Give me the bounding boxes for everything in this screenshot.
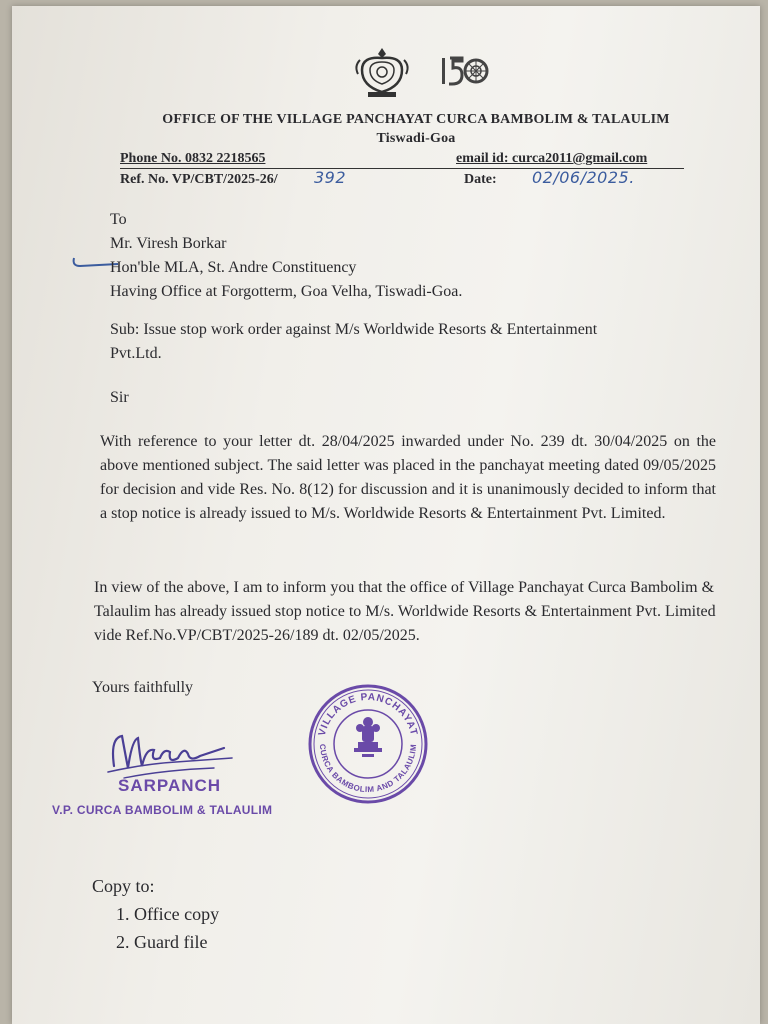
recipient-name: Mr. Viresh Borkar [110,235,227,252]
reference-number-label: Ref. No. VP/CBT/2025-26/ [120,172,278,187]
copy-to-list [92,900,219,956]
office-location: Tiswadi-Goa [376,131,456,146]
phone-number: Phone No. 0832 2218565 [120,151,266,166]
letter-page [12,6,760,1024]
list-item: 1. Office copy [134,900,219,928]
anniversary-150-logo-icon [438,52,494,92]
date-handwritten: 02/06/2025. [532,168,635,187]
date-label: Date: [464,172,497,187]
reference-number-handwritten: 392 [314,168,347,187]
recipient-address: Having Office at Forgotterm, Goa Velha, Tiswadi-Goa. [110,283,463,300]
list-item: 2. Guard file [134,928,219,956]
closing: Yours faithfully [92,679,194,696]
copy-to-section [92,872,219,956]
paragraph-reference: With reference to your letter dt. 28/04/2025 inwarded under No. 239 dt. 30/04/2025 on the above mentioned subject. The said letter was placed in the panchayat meeting dated 09/05/2025 for decision and vide Res. No. 8(12) for discussion and it is unanimously decided to inform that a stop notice is already issued to M/s. Worldwide Resorts & Entertainment Pvt. Limited. [100,433,716,522]
subject-line-2: Pvt.Ltd. [110,345,162,362]
seal-bottom-text: CURCA BAMBOLIM AND TALAULIM [317,743,419,795]
copy-to-label: Copy to: [92,876,155,896]
recipient-designation: Hon'ble MLA, St. Andre Constituency [110,259,357,276]
panchayat-round-seal-icon [306,682,430,806]
recipient-to: To [110,211,127,228]
office-title: OFFICE OF THE VILLAGE PANCHAYAT CURCA BAMBOLIM & TALAULIM [162,112,670,127]
email-address: email id: curca2011@gmail.com [456,151,648,166]
salutation: Sir [110,389,129,406]
sarpanch-stamp: SARPANCH [118,776,222,795]
subject-line-1: Sub: Issue stop work order against M/s Worldwide Resorts & Entertainment [110,321,598,338]
paragraph-inform: In view of the above, I am to inform you that the office of Village Panchayat Curca Bambolim & Talaulim has already issued stop notice to M/s. Worldwide Resorts & Entertainment Pvt. Limited vide Ref.No.VP/CBT/2025-26/189 dt. 02/05/2025. [94,579,716,644]
panchayat-name-stamp: V.P. CURCA BAMBOLIM & TALAULIM [52,803,273,817]
seal-top-text: VILLAGE PANCHAYAT [316,691,420,738]
goa-emblem-icon [350,46,414,102]
